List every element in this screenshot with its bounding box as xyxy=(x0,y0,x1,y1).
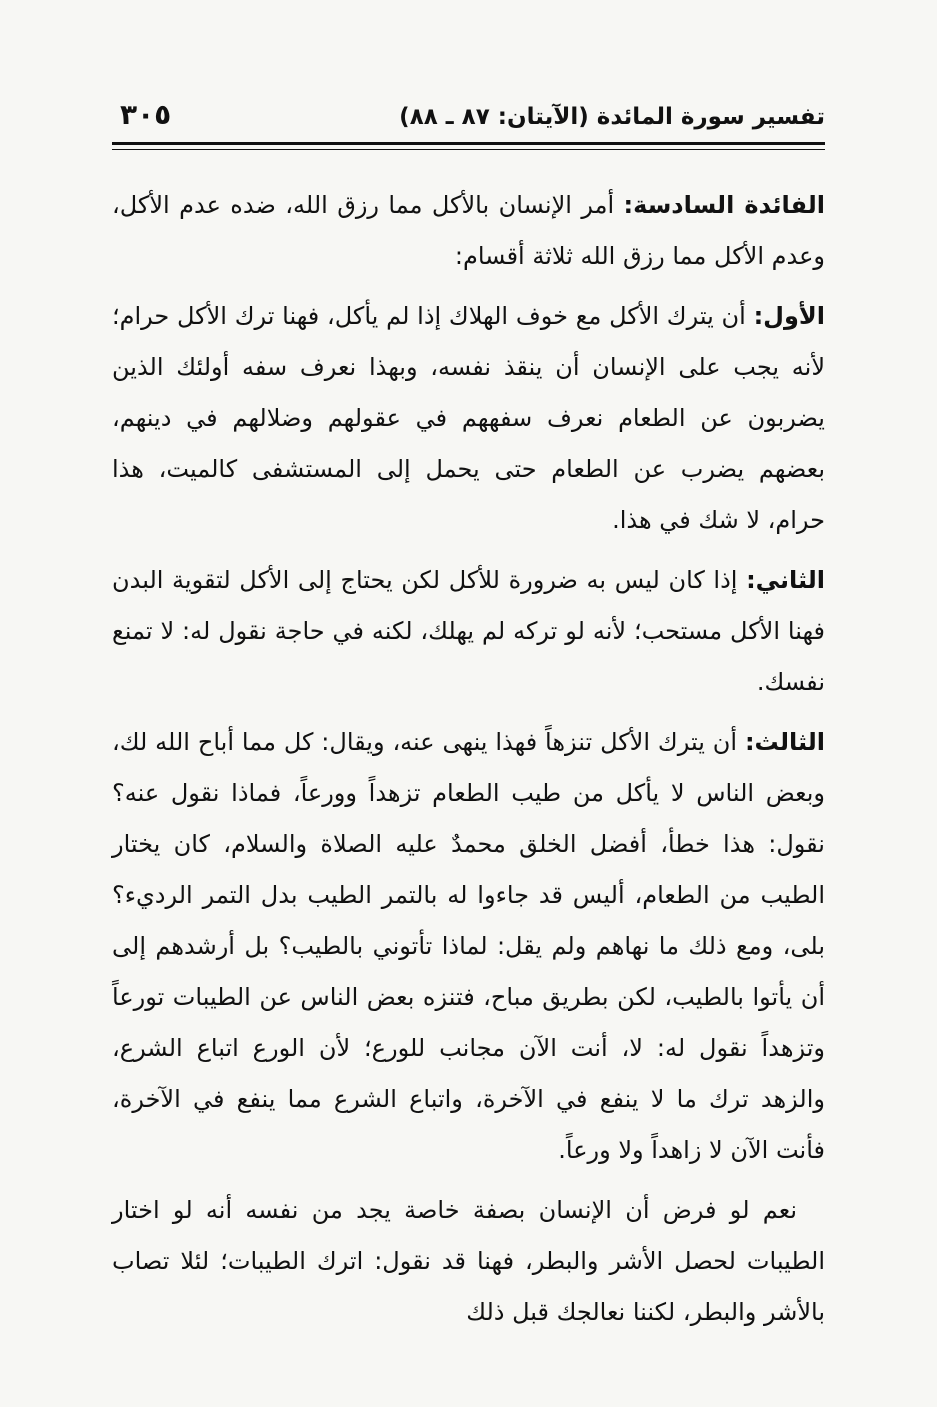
paragraph-lead: الثالث: xyxy=(744,728,825,756)
paragraph-lead: الثاني: xyxy=(746,566,825,594)
paragraph-text: أن يترك الأكل تنزهاً فهذا ينهى عنه، ويقال: كل مما أباح الله لك، وبعض الناس لا يأكل من طيب الطعام تزهداً وورعاً، فماذا نقول عنه؟ نقول: هذا خطأ، أفضل الخلق محمدٌ عليه الصلاة والسلام، كان يختار الطيب من الطعام، أليس قد جاءوا له بالتمر الطيب بدل التمر الرديء؟ بلى، ومع ذلك ما نهاهم ولم يقل: لماذا تأتوني بالطيب؟ بل أرشدهم إلى أن يأتوا بالطيب، لكن بطريق مباح، فتنزه بعض الناس عن الطيبات تورعاً وتزهداً نقول له: لا، أنت الآن مجانب للورع؛ لأن الورع اتباع الشرع، والزهد ترك ما لا ينفع في الآخرة، واتباع الشرع مما ينفع في الآخرة، فأنت الآن لا زاهداً ولا ورعاً. xyxy=(112,728,825,1164)
paragraph-text: نعم لو فرض أن الإنسان بصفة خاصة يجد من نفسه أنه لو اختار الطيبات لحصل الأشر والبطر، فهنا قد نقول: اترك الطيبات؛ لئلا تصاب بالأشر والبطر، لكننا نعالجك قبل ذلك xyxy=(112,1196,825,1326)
page-header xyxy=(112,98,825,144)
paragraph-lead: الفائدة السادسة: xyxy=(623,191,825,219)
paragraph-text: إذا كان ليس به ضرورة للأكل لكن يحتاج إلى الأكل لتقوية البدن فهنا الأكل مستحب؛ لأنه لو تركه لم يهلك، لكنه في حاجة نقول له: لا تمنع نفسك. xyxy=(112,566,825,696)
paragraph-sixth-benefit xyxy=(112,180,825,282)
paragraph-second-category xyxy=(112,555,825,708)
running-title: تفسير سورة المائدة (الآيتان: ٨٧ ـ ٨٨) xyxy=(399,104,825,130)
paragraph-continuation xyxy=(112,1185,825,1338)
paragraph-lead: الأول: xyxy=(753,302,825,330)
header-rule-thick xyxy=(112,142,825,145)
paragraph-text: أن يترك الأكل مع خوف الهلاك إذا لم يأكل، فهنا ترك الأكل حرام؛ لأنه يجب على الإنسان أن ينقذ نفسه، وبهذا نعرف سفه أولئك الذين يضربون عن الطعام نعرف سفههم في عقولهم وضلالهم في دينهم، بعضهم يضرب عن الطعام حتى يحمل إلى المستشفى كالميت، هذا حرام، لا شك في هذا. xyxy=(112,302,825,534)
header-rule-thin xyxy=(112,149,825,150)
paragraph-text: أمر الإنسان بالأكل مما رزق الله، ضده عدم الأكل، وعدم الأكل مما رزق الله ثلاثة أقسام: xyxy=(112,191,825,270)
body-text xyxy=(112,180,825,1347)
paragraph-first-category xyxy=(112,291,825,546)
paragraph-third-category xyxy=(112,717,825,1176)
page-number: ٣٠٥ xyxy=(120,98,172,131)
